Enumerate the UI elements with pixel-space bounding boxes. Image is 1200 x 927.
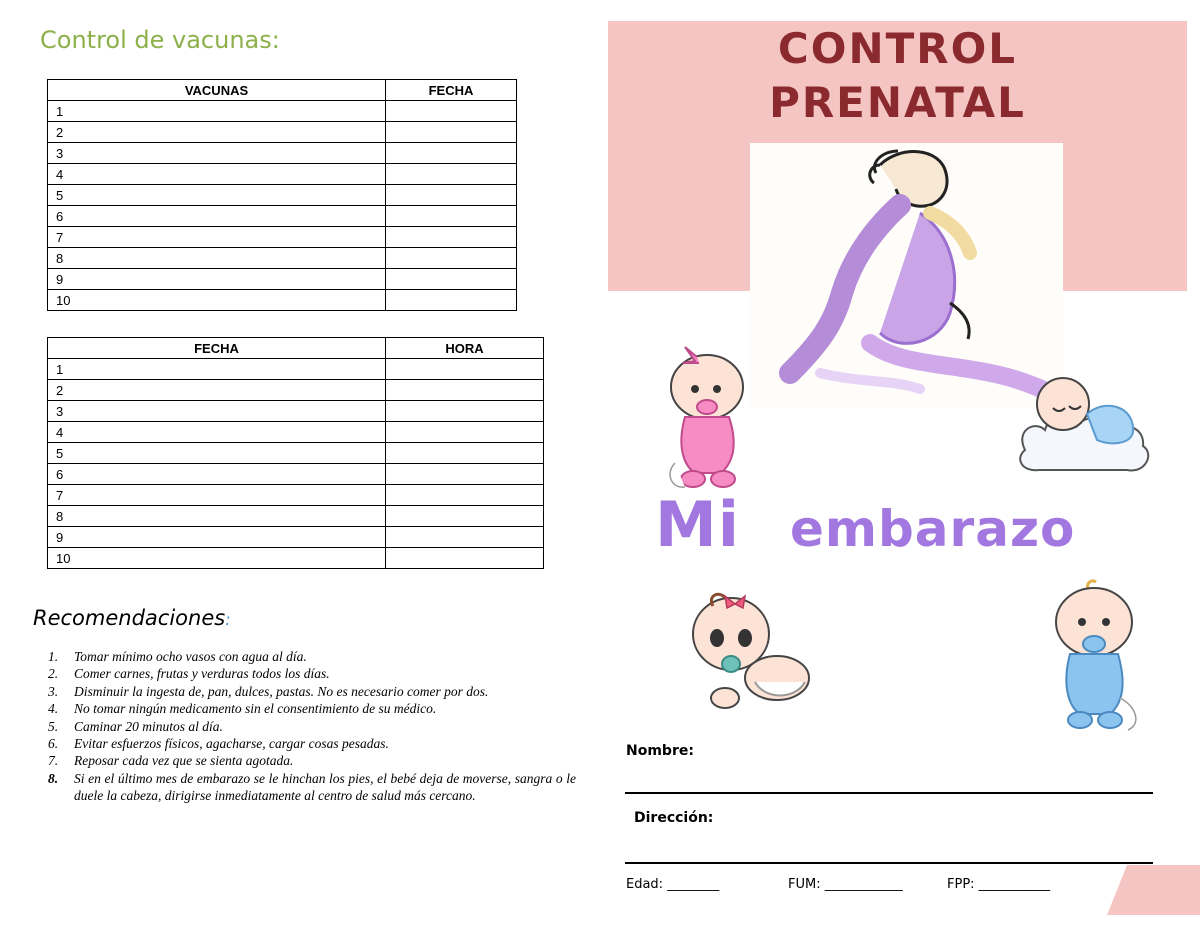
row-number: 8	[48, 248, 386, 269]
age-field[interactable]: Edad: ________	[626, 877, 720, 892]
crawling-baby-icon	[685, 590, 815, 720]
time-cell[interactable]	[386, 506, 544, 527]
date-cell[interactable]	[386, 143, 517, 164]
list-item	[48, 718, 576, 735]
item-text: Evitar esfuerzos físicos, agacharse, cargar cosas pesadas.	[74, 736, 389, 752]
row-number: 3	[48, 401, 386, 422]
table-row	[48, 506, 544, 527]
date-cell[interactable]	[386, 185, 517, 206]
cover-title-line-2: PRENATAL	[769, 78, 1026, 127]
date-cell[interactable]	[386, 269, 517, 290]
table-row	[48, 122, 517, 143]
cover-title-line-1: CONTROL	[777, 24, 1018, 73]
list-item	[48, 770, 576, 805]
table-row	[48, 422, 544, 443]
row-number: 5	[48, 185, 386, 206]
table-row	[48, 380, 544, 401]
item-text: Tomar mínimo ocho vasos con agua al día.	[74, 649, 307, 664]
pregnant-woman-illustration	[750, 143, 1063, 408]
row-number: 10	[48, 548, 386, 569]
item-number: 3.	[48, 683, 59, 699]
list-item	[48, 735, 576, 752]
item-number: 2.	[48, 666, 59, 682]
date-cell[interactable]	[386, 248, 517, 269]
recommendations-list	[48, 648, 576, 805]
name-input-line[interactable]	[625, 792, 1153, 794]
row-number: 7	[48, 227, 386, 248]
row-number: 4	[48, 164, 386, 185]
item-number: 4.	[48, 701, 59, 717]
time-cell[interactable]	[386, 422, 544, 443]
item-text: Si en el último mes de embarazo se le hinchan los pies, el bebé deja de moverse, sangra o le duele la cabeza, dirigirse inmediatamente al centro de salud más cercano.	[74, 770, 576, 804]
appointment-table	[47, 337, 544, 569]
recommendations-heading-colon: :	[225, 610, 231, 629]
table-row	[48, 401, 544, 422]
vaccine-control-heading: Control de vacunas:	[40, 26, 280, 54]
row-number: 9	[48, 269, 386, 290]
time-cell[interactable]	[386, 401, 544, 422]
row-number: 2	[48, 122, 386, 143]
table-row	[48, 269, 517, 290]
item-text: Comer carnes, frutas y verduras todos los días.	[74, 666, 330, 682]
item-text: Caminar 20 minutos al día.	[74, 718, 223, 734]
row-number: 5	[48, 443, 386, 464]
appointment-table-header	[48, 338, 544, 359]
sleeping-baby-cloud-icon	[1015, 370, 1155, 480]
table-row	[48, 359, 544, 380]
item-text: No tomar ningún medicamento sin el consentimiento de su médico.	[74, 701, 437, 717]
date-cell[interactable]	[386, 122, 517, 143]
item-number: 1.	[48, 649, 59, 664]
corner-decoration	[1107, 865, 1200, 915]
table-row	[48, 143, 517, 164]
list-item	[48, 665, 576, 682]
pregnant-woman-icon	[750, 143, 1063, 408]
time-cell[interactable]	[386, 485, 544, 506]
table-row	[48, 185, 517, 206]
date-column-header: FECHA	[48, 338, 386, 359]
list-item	[48, 683, 576, 700]
row-number: 6	[48, 206, 386, 227]
row-number: 9	[48, 527, 386, 548]
time-cell[interactable]	[386, 464, 544, 485]
date-cell[interactable]	[386, 227, 517, 248]
table-row	[48, 101, 517, 122]
date-cell[interactable]	[386, 164, 517, 185]
date-column-header: FECHA	[386, 80, 517, 101]
time-cell[interactable]	[386, 548, 544, 569]
address-label: Dirección:	[634, 810, 714, 826]
table-row	[48, 464, 544, 485]
table-row	[48, 527, 544, 548]
recommendations-heading-text: Recomendaciones	[33, 606, 226, 630]
table-row	[48, 227, 517, 248]
table-row	[48, 290, 517, 311]
list-item	[48, 648, 576, 665]
table-row	[48, 248, 517, 269]
date-cell[interactable]	[386, 206, 517, 227]
list-item	[48, 700, 576, 717]
vaccine-table	[47, 79, 517, 311]
fpp-field[interactable]: FPP: ___________	[947, 877, 1051, 892]
time-column-header: HORA	[386, 338, 544, 359]
item-text: Disminuir la ingesta de, pan, dulces, pastas. No es necesario comer por dos.	[74, 683, 489, 699]
fum-field[interactable]: FUM: ____________	[788, 877, 903, 892]
subtitle-embarazo: embarazo	[790, 500, 1076, 558]
item-number: 5.	[48, 718, 59, 734]
row-number: 8	[48, 506, 386, 527]
time-cell[interactable]	[386, 380, 544, 401]
baby-boy-blue-icon	[1040, 578, 1145, 738]
address-input-line[interactable]	[625, 862, 1153, 864]
table-row	[48, 164, 517, 185]
row-number: 6	[48, 464, 386, 485]
date-cell[interactable]	[386, 290, 517, 311]
item-number: 6.	[48, 736, 59, 752]
time-cell[interactable]	[386, 443, 544, 464]
row-number: 1	[48, 101, 386, 122]
name-label: Nombre:	[626, 743, 694, 759]
row-number: 10	[48, 290, 386, 311]
row-number: 7	[48, 485, 386, 506]
item-number: 8.	[48, 770, 59, 786]
vaccine-column-header: VACUNAS	[48, 80, 386, 101]
time-cell[interactable]	[386, 527, 544, 548]
item-text: Reposar cada vez que se sienta agotada.	[74, 753, 294, 769]
row-number: 2	[48, 380, 386, 401]
table-row	[48, 206, 517, 227]
item-number: 7.	[48, 753, 59, 769]
subtitle-mi: Mi	[655, 488, 740, 561]
recommendations-heading	[33, 606, 231, 630]
row-number: 4	[48, 422, 386, 443]
vaccine-table-header	[48, 80, 517, 101]
date-cell[interactable]	[386, 101, 517, 122]
time-cell[interactable]	[386, 359, 544, 380]
table-row	[48, 548, 544, 569]
baby-girl-pink-icon	[655, 345, 765, 495]
list-item	[48, 752, 576, 769]
row-number: 3	[48, 143, 386, 164]
row-number: 1	[48, 359, 386, 380]
table-row	[48, 485, 544, 506]
table-row	[48, 443, 544, 464]
